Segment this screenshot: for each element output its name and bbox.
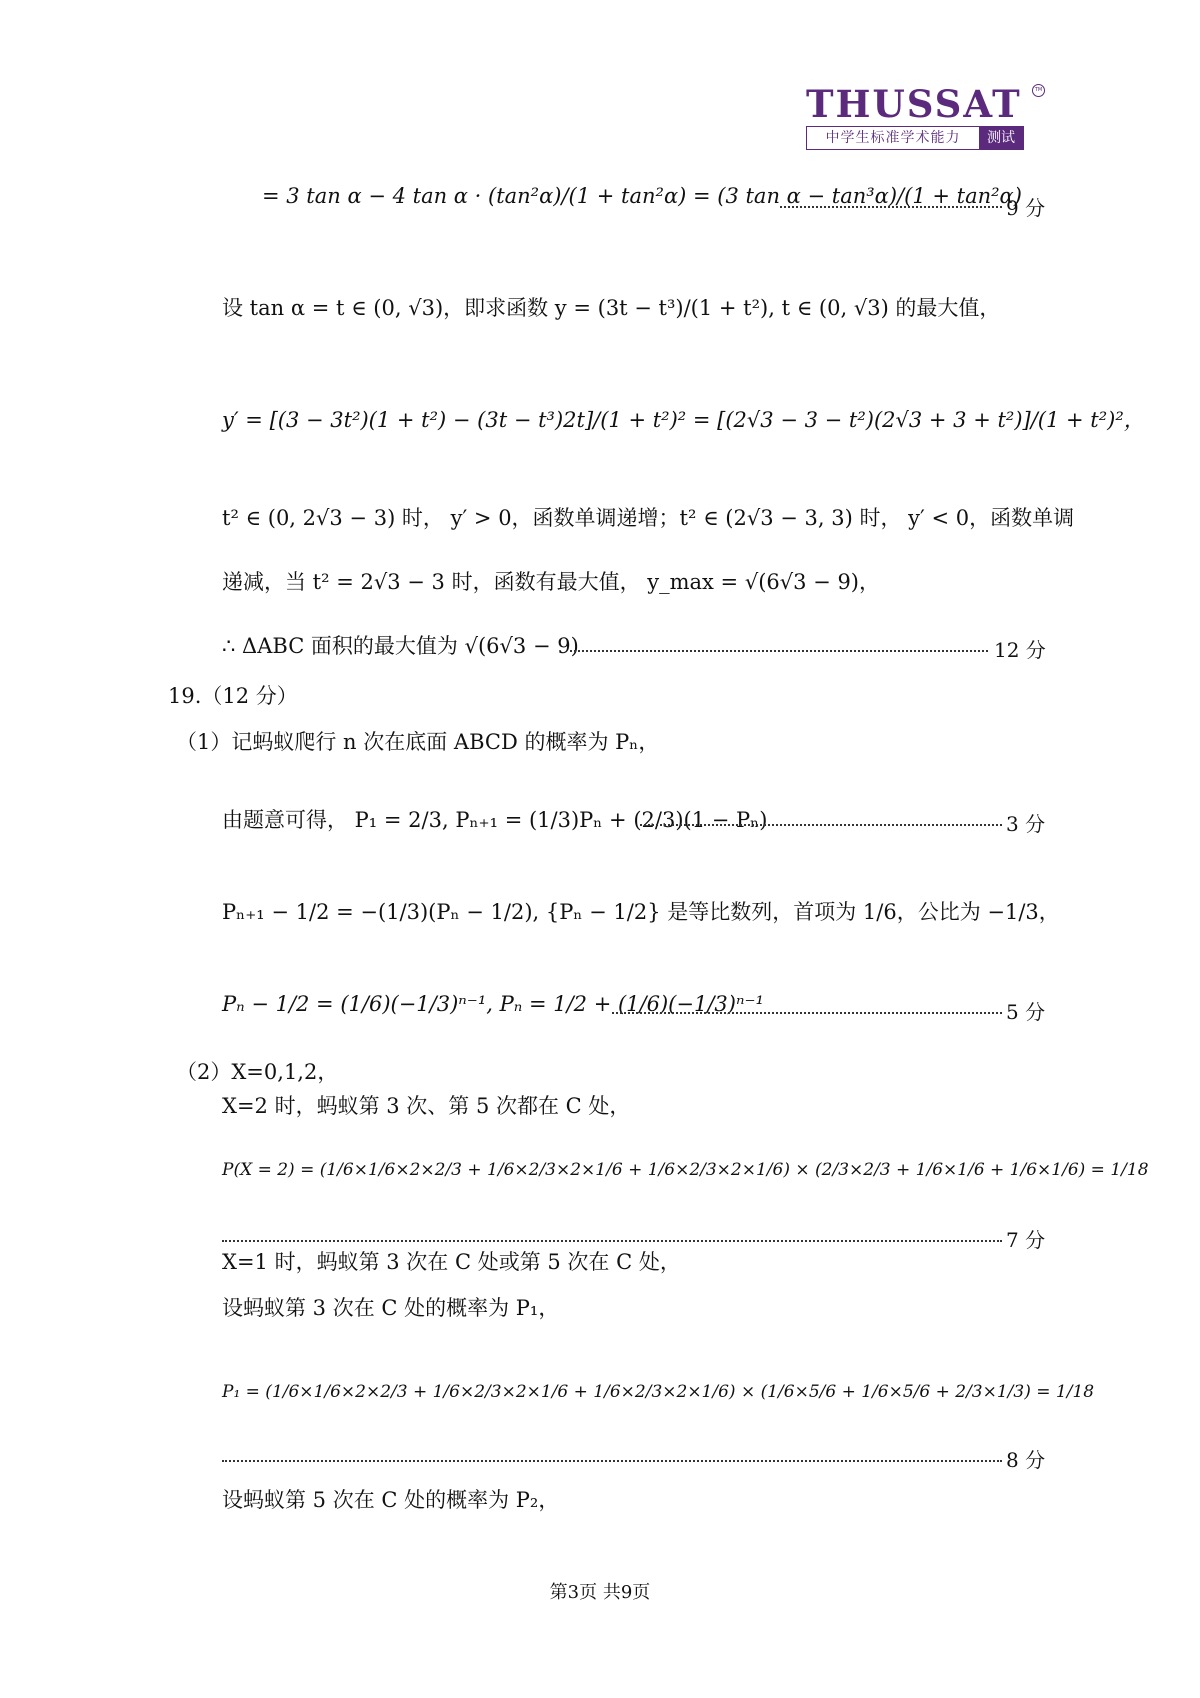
thussat-logo	[806, 84, 1046, 150]
logo-brand: THUSSAT	[806, 82, 1022, 126]
logo-tagline-bar	[806, 126, 1024, 150]
score-label: 3 分	[1006, 812, 1046, 836]
score-label: 8 分	[1006, 1448, 1046, 1472]
text-line: 递减，当 t² = 2√3 − 3 时，函数有最大值， y_max = √(6√3 − 9)，	[222, 570, 881, 594]
text-line: 设 tan α = t ∈ (0, √3)，即求函数 y = (3t − t³)/(1 + t²), t ∈ (0, √3) 的最大值，	[222, 296, 1001, 320]
score-label: 7 分	[1006, 1228, 1046, 1252]
equation-text: P(X = 2) = (1/6×1/6×2×2/3 + 1/6×2/3×2×1/6 + 1/6×2/3×2×1/6) × (2/3×2/3 + 1/6×1/6 + 1/6×1/6) = 1/18	[222, 1160, 1149, 1180]
dot-leader	[640, 824, 1002, 826]
text-line: （1）记蚂蚁爬行 n 次在底面 ABCD 的概率为 Pₙ，	[176, 730, 660, 754]
dot-leader	[222, 1460, 1002, 1462]
logo-badge: 测试	[979, 127, 1023, 149]
dot-leader	[222, 1240, 1002, 1242]
dot-leader	[780, 206, 1002, 208]
trademark-icon: TM	[1032, 84, 1045, 97]
logo-tagline: 中学生标准学术能力	[825, 130, 961, 146]
dot-leader	[612, 1012, 1002, 1014]
question-number: 19.（12 分）	[168, 684, 298, 708]
text-line: （2）X=0,1,2，	[176, 1060, 339, 1084]
equation-text: Pₙ − 1/2 = (1/6)(−1/3)ⁿ⁻¹, Pₙ = 1/2 + (1/6)(−1/3)ⁿ⁻¹	[222, 992, 764, 1016]
score-label: 9 分	[1006, 196, 1046, 220]
dot-leader	[570, 650, 988, 652]
text-line: 设蚂蚁第 5 次在 C 处的概率为 P₂，	[222, 1488, 560, 1512]
text-line: X=1 时，蚂蚁第 3 次在 C 处或第 5 次在 C 处，	[222, 1250, 681, 1274]
equation-text: y′ = [(3 − 3t²)(1 + t²) − (3t − t³)2t]/(1 + t²)² = [(2√3 − 3 − t²)(2√3 + 3 + t²)]/(1 + t²)²，	[222, 408, 1145, 432]
text-line: Pₙ₊₁ − 1/2 = −(1/3)(Pₙ − 1/2), {Pₙ − 1/2} 是等比数列，首项为 1/6，公比为 −1/3，	[222, 900, 1060, 924]
text-line: ∴ ΔABC 面积的最大值为 √(6√3 − 9)	[222, 634, 579, 658]
score-label: 12 分	[994, 638, 1046, 662]
equation-text: = 3 tan α − 4 tan α · (tan²α)/(1 + tan²α) = (3 tan α − tan³α)/(1 + tan²α)	[262, 184, 1022, 208]
text-line: X=2 时，蚂蚁第 3 次、第 5 次都在 C 处，	[222, 1094, 631, 1118]
text-line: 由题意可得， P₁ = 2/3, Pₙ₊₁ = (1/3)Pₙ + (2/3)(1 − Pₙ)	[222, 808, 768, 832]
text-line: t² ∈ (0, 2√3 − 3) 时， y′ > 0，函数单调递增；t² ∈ (2√3 − 3, 3) 时， y′ < 0，函数单调	[222, 506, 1075, 530]
text-line: 设蚂蚁第 3 次在 C 处的概率为 P₁，	[222, 1296, 560, 1320]
score-label: 5 分	[1006, 1000, 1046, 1024]
equation-text: P₁ = (1/6×1/6×2×2/3 + 1/6×2/3×2×1/6 + 1/6×2/3×2×1/6) × (1/6×5/6 + 1/6×5/6 + 2/3×1/3) = 1/18	[222, 1382, 1095, 1402]
page-footer: 第3页 共9页	[549, 1582, 651, 1603]
